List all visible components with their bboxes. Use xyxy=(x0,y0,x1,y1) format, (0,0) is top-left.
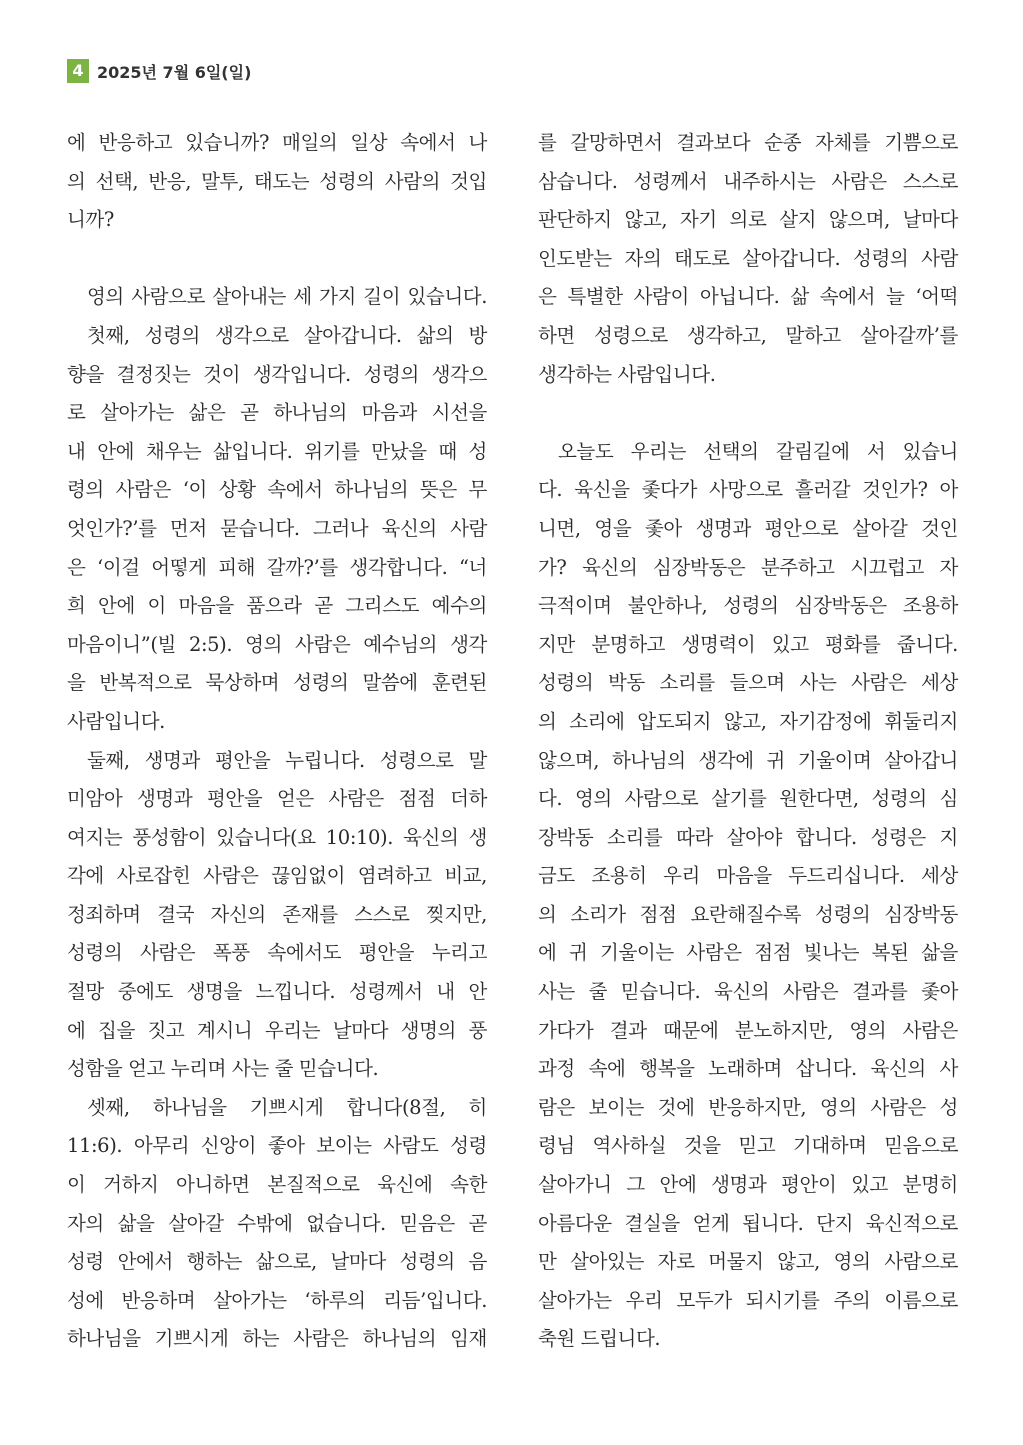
text-line: 니면, 영을 좇아 생명과 평안으로 살아갈 것인 xyxy=(538,516,958,540)
text-line: 축원 드립니다. xyxy=(538,1327,661,1351)
text-line: 정죄하며 결국 자신의 존재를 스스로 찢지만, xyxy=(67,902,487,926)
text-line: 11:6). 아무리 신앙이 좋아 보이는 사람도 성령 xyxy=(67,1134,487,1158)
text-line: 희 안에 이 마음을 품으라 곧 그리스도 예수의 xyxy=(67,594,487,618)
text-line: 이 거하지 아니하면 본질적으로 육신에 속한 xyxy=(67,1173,487,1197)
text-line: 않으며, 하나님의 생각에 귀 기울이며 살아갑니 xyxy=(538,748,958,772)
left-column xyxy=(67,124,487,1359)
page-number: 4 xyxy=(67,59,89,83)
text-line: 오늘도 우리는 선택의 갈림길에 서 있습니 xyxy=(558,439,958,463)
text-line: 내 안에 채우는 삶입니다. 위기를 만났을 때 성 xyxy=(67,439,487,463)
text-line: 지만 분명하고 생명력이 있고 평화를 줍니다. xyxy=(538,632,958,656)
text-line: 살아가니 그 안에 생명과 평안이 있고 분명히 xyxy=(538,1173,958,1197)
text-line: 첫째, 성령의 생각으로 살아갑니다. 삶의 방 xyxy=(87,323,487,347)
text-line: 여지는 풍성함이 있습니다(요 10:10). 육신의 생 xyxy=(67,825,487,849)
text-line: 성령의 사람은 폭풍 속에서도 평안을 누리고 xyxy=(67,941,487,965)
text-line: 령님 역사하실 것을 믿고 기대하며 믿음으로 xyxy=(538,1134,958,1158)
text-line: 아름다운 결실을 얻게 됩니다. 단지 육신적으로 xyxy=(538,1211,958,1235)
text-line: 니까? xyxy=(67,208,114,232)
text-line: 만 살아있는 자로 머물지 않고, 영의 사람으로 xyxy=(538,1250,958,1274)
text-line: 사람입니다. xyxy=(67,709,165,733)
text-line: 엇인가?’를 먼저 묻습니다. 그러나 육신의 사람 xyxy=(67,516,487,540)
page-header xyxy=(67,58,251,84)
text-line: 성령 안에서 행하는 삶으로, 날마다 성령의 음 xyxy=(67,1250,487,1274)
text-line: 에 귀 기울이는 사람은 점점 빛나는 복된 삶을 xyxy=(538,941,958,965)
text-line: 령의 사람은 ‘이 상황 속에서 하나님의 뜻은 무 xyxy=(67,478,487,502)
text-line: 로 살아가는 삶은 곧 하나님의 마음과 시선을 xyxy=(67,401,487,425)
text-line: 사는 줄 믿습니다. 육신의 사람은 결과를 좇아 xyxy=(538,980,958,1004)
text-line xyxy=(67,240,487,279)
text-line: 둘째, 생명과 평안을 누립니다. 성령으로 말 xyxy=(87,748,487,772)
text-line: 하면 성령으로 생각하고, 말하고 살아갈까’를 xyxy=(538,323,958,347)
text-line: 을 반복적으로 묵상하며 성령의 말씀에 훈련된 xyxy=(67,671,487,695)
text-line xyxy=(538,394,958,433)
text-line: 영의 사람으로 살아내는 세 가지 길이 있습니다. xyxy=(87,285,487,309)
text-line: 자의 삶을 살아갈 수밖에 없습니다. 믿음은 곧 xyxy=(67,1211,487,1235)
text-line: 인도받는 자의 태도로 살아갑니다. 성령의 사람 xyxy=(538,246,958,270)
text-line: 의 선택, 반응, 말투, 태도는 성령의 사람의 것입 xyxy=(67,169,487,193)
text-line: 성에 반응하며 살아가는 ‘하루의 리듬’입니다. xyxy=(67,1288,487,1312)
text-line: 극적이며 불안하나, 성령의 심장박동은 조용하 xyxy=(538,594,958,618)
text-line: 절망 중에도 생명을 느낍니다. 성령께서 내 안 xyxy=(67,980,487,1004)
text-line: 다. 육신을 좇다가 사망으로 흘러갈 것인가? 아 xyxy=(538,478,958,502)
text-line: 삼습니다. 성령께서 내주하시는 사람은 스스로 xyxy=(538,169,958,193)
text-line: 에 집을 짓고 계시니 우리는 날마다 생명의 풍 xyxy=(67,1018,487,1042)
text-line: 하나님을 기쁘시게 하는 사람은 하나님의 임재 xyxy=(67,1327,487,1351)
text-line: 성령의 박동 소리를 들으며 사는 사람은 세상 xyxy=(538,671,958,695)
text-line: 성함을 얻고 누리며 사는 줄 믿습니다. xyxy=(67,1057,379,1081)
text-line: 판단하지 않고, 자기 의로 살지 않으며, 날마다 xyxy=(538,208,958,232)
text-line: 마음이니”(빌 2:5). 영의 사람은 예수님의 생각 xyxy=(67,632,487,656)
issue-date: 2025년 7월 6일(일) xyxy=(97,62,252,82)
text-line: 의 소리가 점점 요란해질수록 성령의 심장박동 xyxy=(538,902,958,926)
text-line: 향을 결정짓는 것이 생각입니다. 성령의 생각으 xyxy=(67,362,487,386)
text-line: 금도 조용히 우리 마음을 두드리십니다. 세상 xyxy=(538,864,958,888)
text-line: 다. 영의 사람으로 살기를 원한다면, 성령의 심 xyxy=(538,787,958,811)
text-line: 셋째, 하나님을 기쁘시게 합니다(8절, 히 xyxy=(87,1095,487,1119)
text-line: 람은 보이는 것에 반응하지만, 영의 사람은 성 xyxy=(538,1095,958,1119)
text-line: 를 갈망하면서 결과보다 순종 자체를 기쁨으로 xyxy=(538,131,958,154)
text-line: 생각하는 사람입니다. xyxy=(538,362,716,386)
text-line: 에 반응하고 있습니까? 매일의 일상 속에서 나 xyxy=(67,131,487,154)
text-line: 은 특별한 사람이 아닙니다. 삶 속에서 늘 ‘어떡 xyxy=(538,285,958,309)
text-line: 가? 육신의 심장박동은 분주하고 시끄럽고 자 xyxy=(538,555,958,579)
text-line: 은 ‘이걸 어떻게 피해 갈까?’를 생각합니다. “너 xyxy=(67,555,487,579)
text-line: 미암아 생명과 평안을 얻은 사람은 점점 더하 xyxy=(67,787,487,811)
right-column xyxy=(538,124,958,1359)
text-line: 살아가는 우리 모두가 되시기를 주의 이름으로 xyxy=(538,1288,958,1312)
text-line: 각에 사로잡힌 사람은 끊임없이 염려하고 비교, xyxy=(67,864,487,888)
text-line: 의 소리에 압도되지 않고, 자기감정에 휘둘리지 xyxy=(538,709,958,733)
text-line: 가다가 결과 때문에 분노하지만, 영의 사람은 xyxy=(538,1018,958,1042)
text-line: 장박동 소리를 따라 살아야 합니다. 성령은 지 xyxy=(538,825,958,849)
text-line: 과정 속에 행복을 노래하며 삽니다. 육신의 사 xyxy=(538,1057,958,1081)
